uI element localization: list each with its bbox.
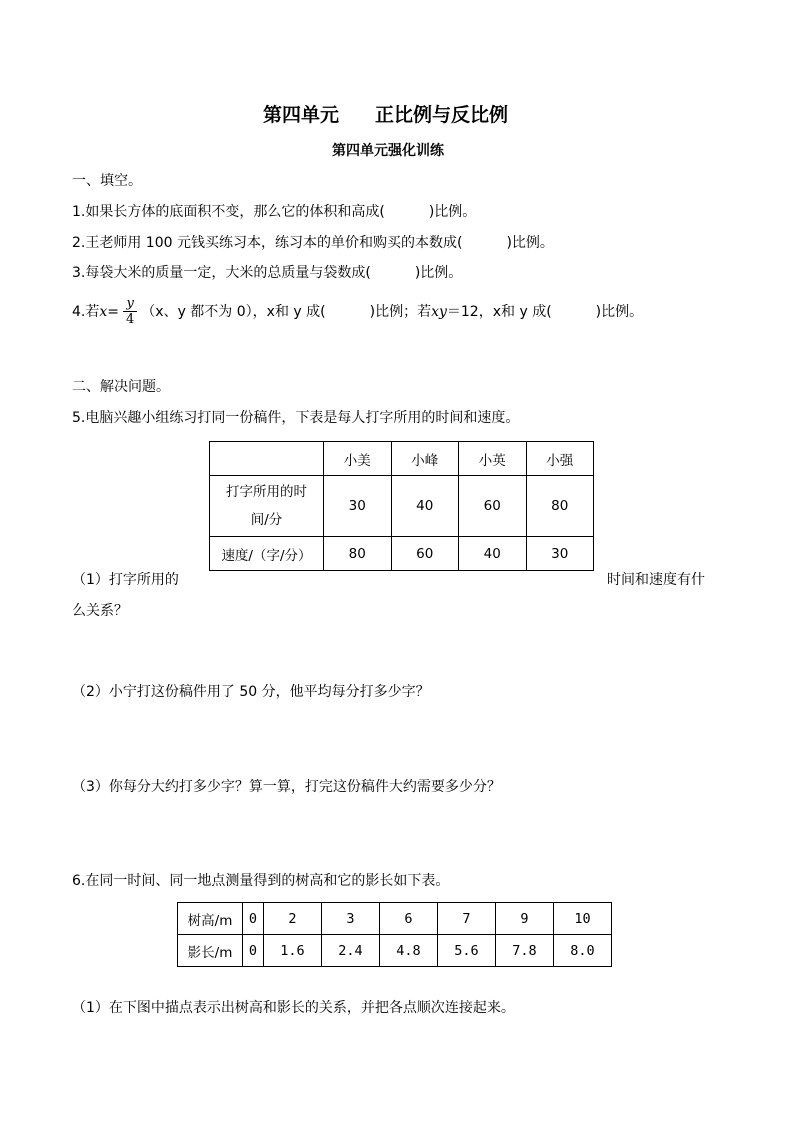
tree-shadow-table (177, 902, 612, 967)
table-header-cell: 小强 (526, 442, 594, 476)
table-cell: 1.6 (263, 935, 321, 967)
q4-equals: = (107, 303, 119, 320)
fraction-denominator: 4 (123, 311, 137, 327)
q3-text-before: 3.每袋大米的质量一定，大米的总质量与袋数成( (72, 265, 371, 281)
q4-part1: x和 y 成( (266, 303, 326, 320)
table-cell: 60 (459, 476, 527, 537)
row-label-speed: 速度/（字/分） (210, 537, 324, 571)
table-cell: 6 (379, 903, 437, 935)
question-3 (72, 263, 462, 283)
q2-text-before: 2.王老师用 100 元钱买练习本，练习本的单价和购买的本数成( (72, 235, 463, 251)
q1-text-after: )比例。 (428, 204, 477, 220)
q4-prefix: 4.若 (72, 303, 100, 320)
table-header-row (210, 442, 594, 476)
table-row-shadow (178, 935, 612, 967)
question-6-intro: 6.在同一时间、同一地点测量得到的树高和它的影长如下表。 (72, 873, 450, 889)
q4-xy-value: ＝12， (446, 303, 493, 320)
table-cell: 7 (437, 903, 495, 935)
table-corner-cell (210, 442, 324, 476)
q5-sub3: （3）你每分大约打多少字？算一算，打完这份稿件大约需要多少分？ (72, 779, 501, 795)
table-cell: 30 (324, 476, 392, 537)
table-cell: 40 (459, 537, 527, 571)
question-2 (72, 233, 554, 253)
row-label-line2: 间/分 (250, 512, 283, 528)
q3-text-after: )比例。 (414, 265, 463, 281)
table-cell: 4.8 (379, 935, 437, 967)
table-cell: 2 (263, 903, 321, 935)
section2-heading: 二、解决问题。 (72, 379, 170, 395)
row-label-shadow: 影长/m (178, 935, 243, 967)
page-title (263, 100, 508, 127)
table-cell: 40 (391, 476, 459, 537)
table-cell: 2.4 (321, 935, 379, 967)
q2-text-after: )比例。 (506, 235, 554, 251)
title-unit: 第四单元 (263, 104, 340, 126)
table-cell: 9 (495, 903, 553, 935)
q5-sub1-right: 时间和速度有什 (607, 572, 705, 588)
table-cell: 0 (243, 935, 264, 967)
table-cell: 8.0 (553, 935, 611, 967)
fraction-numerator: y (126, 296, 134, 311)
table-row-speed (210, 537, 594, 571)
table-cell: 3 (321, 903, 379, 935)
row-label-line1: 打字所用的时 (226, 484, 307, 500)
table-row-time (210, 476, 594, 537)
table-cell: 0 (243, 903, 264, 935)
q4-fraction (123, 296, 137, 327)
q4-var-xy: xy (431, 303, 447, 320)
row-label-time (210, 476, 324, 537)
typing-table (209, 441, 594, 571)
title-topic: 正比例与反比例 (375, 104, 509, 126)
table-cell: 60 (391, 537, 459, 571)
table-cell: 7.8 (495, 935, 553, 967)
section1-heading: 一、填空。 (72, 173, 142, 189)
q5-sub1-left: （1）打字所用的 (72, 572, 179, 588)
q4-end: )比例。 (595, 303, 644, 320)
q5-sub2: （2）小宁打这份稿件用了 50 分，他平均每分打多少字？ (72, 684, 430, 700)
q4-var-x: x (99, 303, 108, 320)
q6-sub1: （1）在下图中描点表示出树高和影长的关系，并把各点顺次连接起来。 (72, 1000, 515, 1016)
table-cell: 80 (526, 476, 594, 537)
question-1 (72, 202, 476, 222)
table-row-height (178, 903, 612, 935)
table-cell: 80 (324, 537, 392, 571)
table-header-cell: 小峰 (391, 442, 459, 476)
q4-part2: )比例；若 (369, 303, 432, 320)
table-header-cell: 小英 (459, 442, 527, 476)
table-header-cell: 小美 (324, 442, 392, 476)
q1-text-before: 1.如果长方体的底面积不变，那么它的体积和高成( (72, 204, 385, 220)
page-subtitle: 第四单元强化训练 (332, 143, 444, 159)
q4-condition: （x、y 都不为 0）， (141, 303, 267, 320)
table-cell: 30 (526, 537, 594, 571)
row-label-height: 树高/m (178, 903, 243, 935)
table-cell: 5.6 (437, 935, 495, 967)
question-5-intro: 5.电脑兴趣小组练习打同一份稿件，下表是每人打字所用的时间和速度。 (72, 410, 520, 426)
q5-sub1-wrap: 么关系？ (72, 603, 128, 619)
table-cell: 10 (553, 903, 611, 935)
q4-part3: x和 y 成( (492, 303, 552, 320)
question-4 (72, 296, 643, 327)
